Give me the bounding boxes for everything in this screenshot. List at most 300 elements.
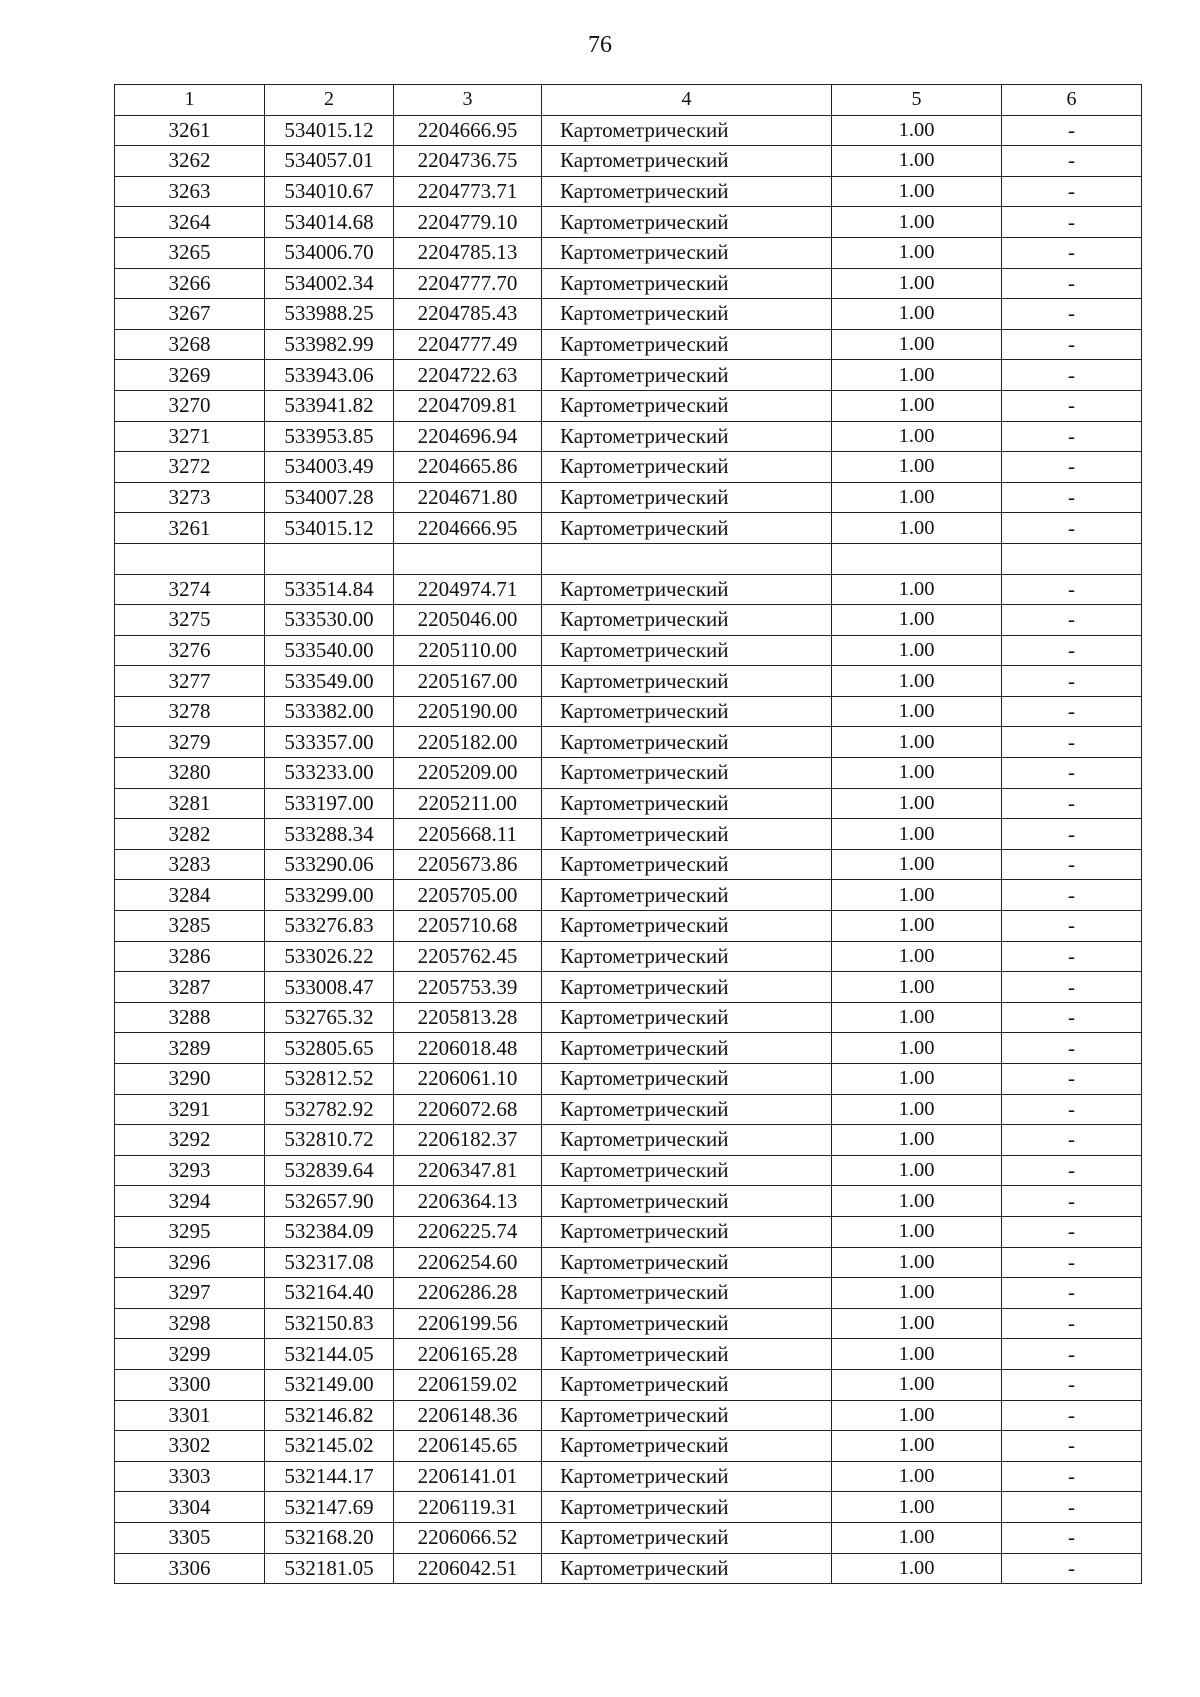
accuracy-cell: 1.00 [832,696,1002,727]
method-cell: Картометрический [542,1400,832,1431]
accuracy-cell: 1.00 [832,452,1002,483]
table-row [115,1308,1142,1339]
table-row [115,1492,1142,1523]
point-number-cell: 3280 [115,758,265,789]
accuracy-cell: 1.00 [832,176,1002,207]
table-row [115,299,1142,330]
y-coordinate-cell: 2205182.00 [394,727,542,758]
x-coordinate-cell: 533943.06 [265,360,394,391]
x-coordinate-cell: 533197.00 [265,788,394,819]
accuracy-cell: 1.00 [832,1216,1002,1247]
description-cell: - [1002,972,1142,1003]
y-coordinate-cell: 2204779.10 [394,207,542,238]
point-number-cell: 3286 [115,941,265,972]
table-row [115,1339,1142,1370]
description-cell: - [1002,513,1142,544]
description-cell: - [1002,1431,1142,1462]
y-coordinate-cell: 2204785.43 [394,299,542,330]
point-number-cell: 3299 [115,1339,265,1370]
y-coordinate-cell: 2206042.51 [394,1553,542,1584]
table-row [115,911,1142,942]
accuracy-cell: 1.00 [832,513,1002,544]
description-cell: - [1002,207,1142,238]
y-coordinate-cell: 2204777.70 [394,268,542,299]
x-coordinate-cell: 533357.00 [265,727,394,758]
y-coordinate-cell: 2205705.00 [394,880,542,911]
method-cell: Картометрический [542,1002,832,1033]
accuracy-cell: 1.00 [832,1002,1002,1033]
accuracy-cell: 1.00 [832,1461,1002,1492]
method-cell: Картометрический [542,880,832,911]
accuracy-cell: 1.00 [832,207,1002,238]
x-coordinate-cell: 532181.05 [265,1553,394,1584]
accuracy-cell: 1.00 [832,1064,1002,1095]
accuracy-cell: 1.00 [832,880,1002,911]
x-coordinate-cell: 533290.06 [265,849,394,880]
column-header-3: 3 [394,85,542,116]
table-row [115,574,1142,605]
point-number-cell: 3293 [115,1155,265,1186]
table-row [115,1033,1142,1064]
description-cell: - [1002,788,1142,819]
point-number-cell: 3261 [115,513,265,544]
accuracy-cell: 1.00 [832,1339,1002,1370]
x-coordinate-cell: 532144.17 [265,1461,394,1492]
description-cell: - [1002,1186,1142,1217]
x-coordinate-cell: 532145.02 [265,1431,394,1462]
point-number-cell: 3274 [115,574,265,605]
y-coordinate-cell: 2204665.86 [394,452,542,483]
method-cell: Картометрический [542,146,832,177]
x-coordinate-cell: 533982.99 [265,329,394,360]
description-cell: - [1002,390,1142,421]
y-coordinate-cell: 2205046.00 [394,605,542,636]
description-cell: - [1002,758,1142,789]
description-cell: - [1002,1247,1142,1278]
point-number-cell: 3289 [115,1033,265,1064]
y-coordinate-cell: 2206182.37 [394,1125,542,1156]
method-cell: Картометрический [542,329,832,360]
accuracy-cell: 1.00 [832,1186,1002,1217]
table-row [115,972,1142,1003]
table-row [115,452,1142,483]
x-coordinate-cell: 532164.40 [265,1278,394,1309]
table-row [115,1216,1142,1247]
point-number-cell: 3266 [115,268,265,299]
y-coordinate-cell: 2206199.56 [394,1308,542,1339]
point-number-cell: 3292 [115,1125,265,1156]
x-coordinate-cell: 534003.49 [265,452,394,483]
method-cell: Картометрический [542,360,832,391]
table-row [115,696,1142,727]
table-row [115,819,1142,850]
accuracy-cell: 1.00 [832,1247,1002,1278]
method-cell: Картометрический [542,237,832,268]
point-number-cell: 3273 [115,482,265,513]
point-number-cell: 3278 [115,696,265,727]
y-coordinate-cell: 2206018.48 [394,1033,542,1064]
method-cell: Картометрический [542,1094,832,1125]
accuracy-cell: 1.00 [832,115,1002,146]
point-number-cell: 3275 [115,605,265,636]
description-cell: - [1002,1033,1142,1064]
y-coordinate-cell: 2206119.31 [394,1492,542,1523]
x-coordinate-cell: 533233.00 [265,758,394,789]
y-coordinate-cell: 2205110.00 [394,635,542,666]
method-cell: Картометрический [542,452,832,483]
description-cell: - [1002,360,1142,391]
point-number-cell: 3284 [115,880,265,911]
accuracy-cell: 1.00 [832,237,1002,268]
x-coordinate-cell: 532782.92 [265,1094,394,1125]
method-cell: Картометрический [542,635,832,666]
method-cell: Картометрический [542,819,832,850]
description-cell: - [1002,696,1142,727]
method-cell: Картометрический [542,1369,832,1400]
x-coordinate-cell: 532144.05 [265,1339,394,1370]
x-coordinate-cell: 533988.25 [265,299,394,330]
method-cell: Картометрический [542,1216,832,1247]
description-cell: - [1002,1400,1142,1431]
method-cell: Картометрический [542,1461,832,1492]
x-coordinate-cell: 532805.65 [265,1033,394,1064]
y-coordinate-cell: 2206145.65 [394,1431,542,1462]
table-row [115,1125,1142,1156]
y-coordinate-cell: 2206148.36 [394,1400,542,1431]
accuracy-cell: 1.00 [832,146,1002,177]
method-cell: Картометрический [542,513,832,544]
y-coordinate-cell: 2206254.60 [394,1247,542,1278]
x-coordinate-cell: 532384.09 [265,1216,394,1247]
description-cell: - [1002,1492,1142,1523]
table-row [115,482,1142,513]
x-coordinate-cell: 533514.84 [265,574,394,605]
description-cell: - [1002,237,1142,268]
description-cell: - [1002,849,1142,880]
point-number-cell: 3294 [115,1186,265,1217]
accuracy-cell [832,543,1002,574]
table-row [115,390,1142,421]
point-number-cell: 3272 [115,452,265,483]
table-row [115,605,1142,636]
point-number-cell: 3269 [115,360,265,391]
point-number-cell: 3296 [115,1247,265,1278]
table-row [115,176,1142,207]
x-coordinate-cell: 532810.72 [265,1125,394,1156]
table-row [115,1278,1142,1309]
table-row [115,727,1142,758]
coordinates-table [114,84,1142,1584]
x-coordinate-cell: 532147.69 [265,1492,394,1523]
y-coordinate-cell: 2205753.39 [394,972,542,1003]
point-number-cell: 3297 [115,1278,265,1309]
method-cell: Картометрический [542,849,832,880]
method-cell: Картометрический [542,1339,832,1370]
table-row [115,1186,1142,1217]
method-cell: Картометрический [542,666,832,697]
description-cell: - [1002,1308,1142,1339]
method-cell: Картометрический [542,207,832,238]
x-coordinate-cell: 534015.12 [265,513,394,544]
accuracy-cell: 1.00 [832,788,1002,819]
description-cell: - [1002,421,1142,452]
x-coordinate-cell: 532168.20 [265,1522,394,1553]
method-cell: Картометрический [542,911,832,942]
table-row [115,1553,1142,1584]
method-cell: Картометрический [542,1308,832,1339]
description-cell: - [1002,482,1142,513]
description-cell: - [1002,115,1142,146]
description-cell: - [1002,1064,1142,1095]
accuracy-cell: 1.00 [832,911,1002,942]
accuracy-cell: 1.00 [832,268,1002,299]
table-row [115,758,1142,789]
description-cell: - [1002,635,1142,666]
table-row [115,1247,1142,1278]
accuracy-cell: 1.00 [832,727,1002,758]
point-number-cell: 3290 [115,1064,265,1095]
y-coordinate-cell: 2206066.52 [394,1522,542,1553]
x-coordinate-cell: 533953.85 [265,421,394,452]
x-coordinate-cell: 534002.34 [265,268,394,299]
table-body [115,115,1142,1584]
point-number-cell: 3271 [115,421,265,452]
description-cell: - [1002,452,1142,483]
point-number-cell: 3305 [115,1522,265,1553]
table-row [115,941,1142,972]
accuracy-cell: 1.00 [832,819,1002,850]
point-number-cell: 3268 [115,329,265,360]
description-cell: - [1002,1553,1142,1584]
accuracy-cell: 1.00 [832,360,1002,391]
table-row [115,1522,1142,1553]
method-cell: Картометрический [542,1155,832,1186]
accuracy-cell: 1.00 [832,390,1002,421]
y-coordinate-cell: 2205710.68 [394,911,542,942]
point-number-cell: 3285 [115,911,265,942]
y-coordinate-cell: 2205668.11 [394,819,542,850]
x-coordinate-cell: 532812.52 [265,1064,394,1095]
point-number-cell: 3300 [115,1369,265,1400]
accuracy-cell: 1.00 [832,635,1002,666]
accuracy-cell: 1.00 [832,849,1002,880]
accuracy-cell: 1.00 [832,1400,1002,1431]
y-coordinate-cell: 2206061.10 [394,1064,542,1095]
x-coordinate-cell: 532149.00 [265,1369,394,1400]
point-number-cell: 3303 [115,1461,265,1492]
y-coordinate-cell: 2204777.49 [394,329,542,360]
method-cell: Картометрический [542,1522,832,1553]
accuracy-cell: 1.00 [832,1155,1002,1186]
method-cell: Картометрический [542,1247,832,1278]
accuracy-cell: 1.00 [832,605,1002,636]
point-number-cell: 3283 [115,849,265,880]
y-coordinate-cell: 2204696.94 [394,421,542,452]
point-number-cell: 3288 [115,1002,265,1033]
table-row [115,849,1142,880]
y-coordinate-cell: 2204722.63 [394,360,542,391]
y-coordinate-cell: 2204666.95 [394,513,542,544]
point-number-cell: 3276 [115,635,265,666]
table-row [115,268,1142,299]
y-coordinate-cell: 2205762.45 [394,941,542,972]
method-cell: Картометрический [542,696,832,727]
description-cell: - [1002,1094,1142,1125]
accuracy-cell: 1.00 [832,1125,1002,1156]
column-header-6: 6 [1002,85,1142,116]
accuracy-cell: 1.00 [832,299,1002,330]
method-cell: Картометрический [542,1033,832,1064]
x-coordinate-cell: 532150.83 [265,1308,394,1339]
y-coordinate-cell: 2206159.02 [394,1369,542,1400]
point-number-cell: 3287 [115,972,265,1003]
accuracy-cell: 1.00 [832,1278,1002,1309]
x-coordinate-cell: 533941.82 [265,390,394,421]
column-header-2: 2 [265,85,394,116]
x-coordinate-cell: 532146.82 [265,1400,394,1431]
y-coordinate-cell: 2204974.71 [394,574,542,605]
table-row [115,513,1142,544]
description-cell: - [1002,1155,1142,1186]
accuracy-cell: 1.00 [832,1522,1002,1553]
y-coordinate-cell: 2205190.00 [394,696,542,727]
accuracy-cell: 1.00 [832,758,1002,789]
description-cell [1002,543,1142,574]
description-cell: - [1002,268,1142,299]
table-row [115,1155,1142,1186]
point-number-cell: 3304 [115,1492,265,1523]
description-cell: - [1002,1278,1142,1309]
point-number-cell: 3265 [115,237,265,268]
method-cell: Картометрический [542,1431,832,1462]
accuracy-cell: 1.00 [832,574,1002,605]
table-row [115,1094,1142,1125]
accuracy-cell: 1.00 [832,1431,1002,1462]
accuracy-cell: 1.00 [832,329,1002,360]
y-coordinate-cell: 2204671.80 [394,482,542,513]
point-number-cell [115,543,265,574]
y-coordinate-cell: 2204736.75 [394,146,542,177]
accuracy-cell: 1.00 [832,666,1002,697]
point-number-cell: 3301 [115,1400,265,1431]
table-row [115,1002,1142,1033]
point-number-cell: 3306 [115,1553,265,1584]
column-header-4: 4 [542,85,832,116]
table-row [115,115,1142,146]
point-number-cell: 3277 [115,666,265,697]
x-coordinate-cell: 533008.47 [265,972,394,1003]
description-cell: - [1002,1522,1142,1553]
accuracy-cell: 1.00 [832,482,1002,513]
x-coordinate-cell: 532317.08 [265,1247,394,1278]
header-row [115,85,1142,116]
x-coordinate-cell: 533382.00 [265,696,394,727]
accuracy-cell: 1.00 [832,1492,1002,1523]
table-row [115,207,1142,238]
x-coordinate-cell: 534057.01 [265,146,394,177]
method-cell: Картометрический [542,268,832,299]
x-coordinate-cell: 533299.00 [265,880,394,911]
method-cell: Картометрический [542,115,832,146]
method-cell: Картометрический [542,1278,832,1309]
y-coordinate-cell: 2205209.00 [394,758,542,789]
y-coordinate-cell: 2206141.01 [394,1461,542,1492]
description-cell: - [1002,819,1142,850]
table-row [115,1400,1142,1431]
table-row [115,666,1142,697]
method-cell: Картометрический [542,299,832,330]
description-cell: - [1002,605,1142,636]
y-coordinate-cell: 2204709.81 [394,390,542,421]
table-header [115,85,1142,116]
description-cell: - [1002,1461,1142,1492]
method-cell: Картометрический [542,176,832,207]
table-row [115,1431,1142,1462]
table-row [115,146,1142,177]
description-cell: - [1002,1216,1142,1247]
accuracy-cell: 1.00 [832,1094,1002,1125]
x-coordinate-cell: 534014.68 [265,207,394,238]
x-coordinate-cell: 533026.22 [265,941,394,972]
x-coordinate-cell: 532839.64 [265,1155,394,1186]
x-coordinate-cell [265,543,394,574]
table-row [115,1461,1142,1492]
x-coordinate-cell: 534006.70 [265,237,394,268]
y-coordinate-cell: 2206347.81 [394,1155,542,1186]
method-cell: Картометрический [542,1125,832,1156]
accuracy-cell: 1.00 [832,941,1002,972]
y-coordinate-cell: 2206165.28 [394,1339,542,1370]
y-coordinate-cell: 2206364.13 [394,1186,542,1217]
point-number-cell: 3263 [115,176,265,207]
table-row [115,329,1142,360]
y-coordinate-cell [394,543,542,574]
table-row [115,543,1142,574]
point-number-cell: 3281 [115,788,265,819]
method-cell: Картометрический [542,758,832,789]
y-coordinate-cell: 2206225.74 [394,1216,542,1247]
x-coordinate-cell: 532765.32 [265,1002,394,1033]
y-coordinate-cell: 2205813.28 [394,1002,542,1033]
method-cell: Картометрический [542,788,832,819]
description-cell: - [1002,1369,1142,1400]
page-number: 76 [588,32,612,58]
column-header-5: 5 [832,85,1002,116]
description-cell: - [1002,1002,1142,1033]
y-coordinate-cell: 2204773.71 [394,176,542,207]
x-coordinate-cell: 533288.34 [265,819,394,850]
y-coordinate-cell: 2205211.00 [394,788,542,819]
y-coordinate-cell: 2205167.00 [394,666,542,697]
y-coordinate-cell: 2206072.68 [394,1094,542,1125]
method-cell: Картометрический [542,1492,832,1523]
point-number-cell: 3279 [115,727,265,758]
point-number-cell: 3291 [115,1094,265,1125]
table-row [115,788,1142,819]
y-coordinate-cell: 2205673.86 [394,849,542,880]
table-row [115,880,1142,911]
x-coordinate-cell: 532657.90 [265,1186,394,1217]
description-cell: - [1002,666,1142,697]
description-cell: - [1002,176,1142,207]
method-cell: Картометрический [542,1553,832,1584]
method-cell: Картометрический [542,972,832,1003]
description-cell: - [1002,299,1142,330]
description-cell: - [1002,941,1142,972]
point-number-cell: 3302 [115,1431,265,1462]
description-cell: - [1002,911,1142,942]
point-number-cell: 3262 [115,146,265,177]
